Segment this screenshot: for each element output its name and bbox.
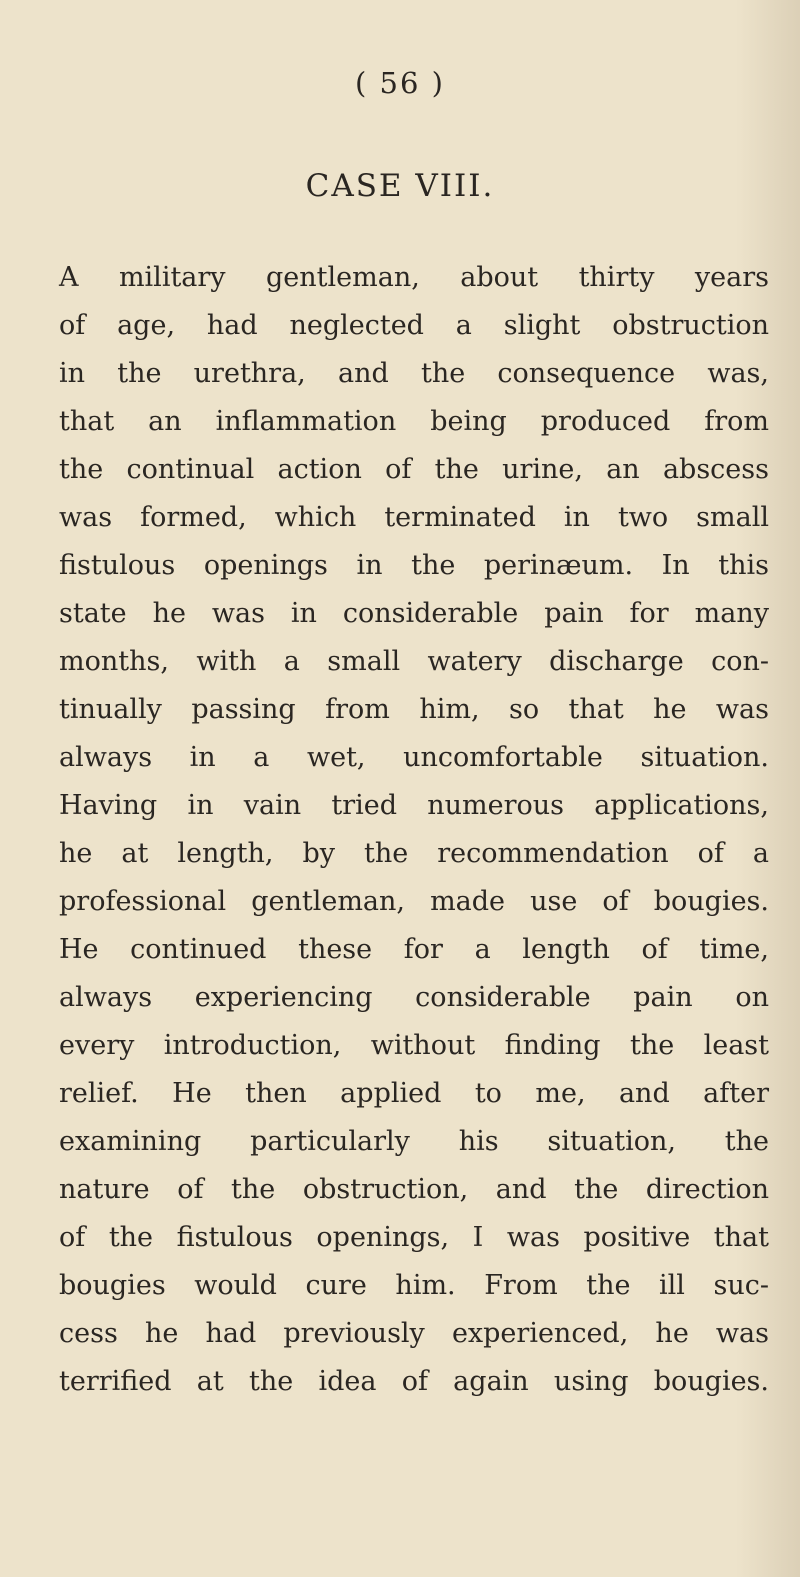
text-line: A military gentleman, about thirty years (59, 262, 769, 293)
case-heading: CASE VIII. (305, 168, 495, 204)
text-line: he at length, by the recommendation of a (59, 838, 769, 869)
text-line: terrified at the idea of again using bougies. (59, 1366, 769, 1397)
text-line: state he was in considerable pain for many (59, 598, 769, 629)
text-line: that an inflammation being produced from (59, 406, 769, 437)
body-text (59, 254, 769, 1406)
text-line: every introduction, without finding the least (59, 1030, 769, 1061)
text-line: the continual action of the urine, an abscess (59, 454, 769, 485)
text-line: fistulous openings in the perinæum. In this (59, 550, 769, 581)
text-line: was formed, which terminated in two small (59, 502, 769, 533)
text-line: bougies would cure him. From the ill suc- (59, 1270, 769, 1301)
text-line: nature of the obstruction, and the direction (59, 1174, 769, 1205)
text-line: examining particularly his situation, the (59, 1126, 769, 1157)
text-line: always experiencing considerable pain on (59, 982, 769, 1013)
page-number: ( 56 ) (355, 66, 445, 100)
text-line: in the urethra, and the consequence was, (59, 358, 769, 389)
text-line: He continued these for a length of time, (59, 934, 769, 965)
text-line: cess he had previously experienced, he was (59, 1318, 769, 1349)
text-line: Having in vain tried numerous applications, (59, 790, 769, 821)
text-line: of the fistulous openings, I was positive that (59, 1222, 769, 1253)
text-line: tinually passing from him, so that he was (59, 694, 769, 725)
text-line: always in a wet, uncomfortable situation. (59, 742, 769, 773)
text-line: months, with a small watery discharge con- (59, 646, 769, 677)
text-line: of age, had neglected a slight obstruction (59, 310, 769, 341)
text-line: relief. He then applied to me, and after (59, 1078, 769, 1109)
text-line: professional gentleman, made use of bougies. (59, 886, 769, 917)
